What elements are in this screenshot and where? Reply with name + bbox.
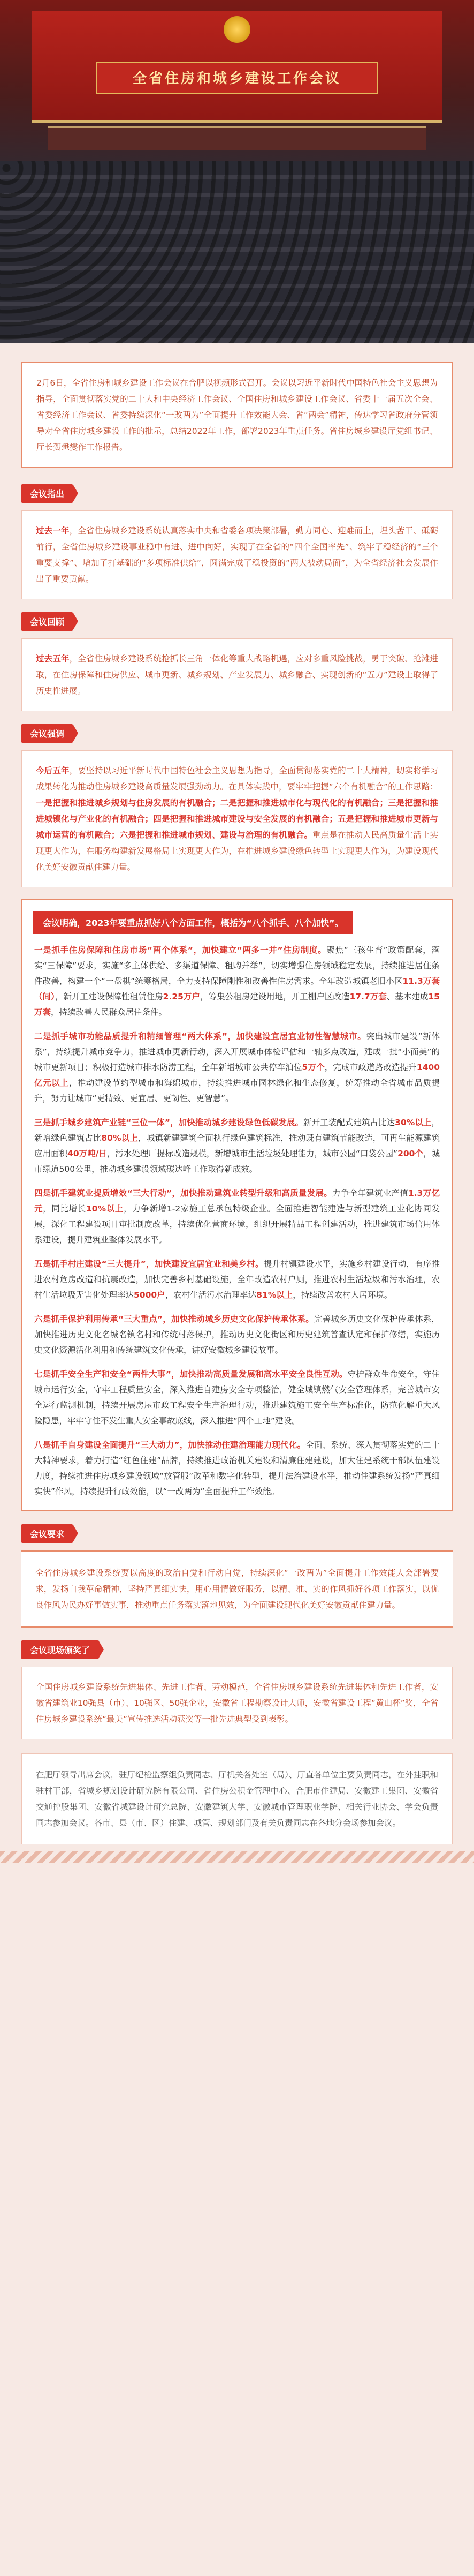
- task-figure: 11.3万套（间）: [34, 976, 440, 1001]
- emblem-icon: [224, 16, 250, 43]
- highlight-phrase: 过去五年: [36, 654, 70, 664]
- point-4: 四是把握和推进城市建设与安全发展的有机融合；: [153, 814, 338, 824]
- section-tag: 会议强调: [21, 724, 73, 743]
- section-meeting-emphasized: [21, 724, 453, 887]
- section-card: 全国住房城乡建设系统先进集体、先进工作者、劳动模范，全省住房城乡建设系统先进集体和先进工作者，安徽省建筑业10强县（市）、10强区、50强企业，安徽省工程勘察设计大师，安徽省建设工程“黄山杯”奖，全省住房城乡建设系统“最美”宣传推选活动获奖等一批先进典型受到表彰。: [21, 1667, 453, 1739]
- eight-tasks-panel: [21, 899, 453, 1511]
- task-title: 五是抓手村庄建设“三大提升”，加快建设宜居宜业和美乡村。: [34, 1259, 264, 1269]
- task-item-7: [34, 1367, 440, 1429]
- task-title: 六是抓手保护利用传承“三大重点”，加快推动城乡历史文化保护传承体系。: [34, 1314, 314, 1324]
- point-6: 六是把握和推进城市规划、建设与治理的有机融合。: [119, 830, 313, 840]
- point-1: 一是把握和推进城乡规划与住房发展的有机融合；: [36, 798, 220, 808]
- section-meeting-requires: [21, 1524, 453, 1628]
- task-figure: 81%以上: [256, 1290, 293, 1300]
- task-body: ，持续改善人民群众居住条件。: [51, 1007, 167, 1017]
- conference-photo: [0, 0, 474, 343]
- task-body: ，完成市政道路改造提升: [324, 1063, 417, 1072]
- task-item-8: [34, 1437, 440, 1500]
- section-body: ，全省住房城乡建设系统抢抓长三角一体化等重大战略机遇，应对多重风险挑战，勇于突破、抢滩进取，在住房保障和住房供应、城市更新、城乡规划、产业发展力、城乡融合、实现创新的“五力”建设上取得了历史性进展。: [36, 654, 438, 696]
- task-figure: 17.7万套: [349, 992, 387, 1001]
- task-figure: 40万吨/日: [67, 1149, 107, 1158]
- task-title: 二是抓手城市功能品质提升和精细管理“两大体系”，加快建设宜居宜业韧性智慧城市。: [34, 1031, 366, 1041]
- section-tag: 会议回顾: [21, 612, 73, 631]
- section-body-tail: 重点是在推动人民高质量生活上实现更大作为，在服务构建新发展格局上实现更大作为，在推进城乡建设绿色转型上实现更大作为，为建设现代化美好安徽贡献住建力量。: [36, 830, 438, 872]
- eight-tasks-header: 会议明确，2023年要重点抓好八个方面工作，概括为“八个抓手、八个加快”。: [33, 911, 353, 934]
- section-tag: 会议现场颁奖了: [21, 1640, 98, 1659]
- task-body: 守护群众生命安全，守住城市运行安全，守牢工程质量安全，深入推进自建房安全专项整治，健全城镇燃气安全管理体系，完善城市安全运行监测机制，持续开展房屋市政工程安全生产治理行动，推进建筑施工安全生产标准化，防范化解重大风险隐患，牢牢守住不发生重大安全事故底线，深入推进“四个工地”建设。: [34, 1369, 440, 1426]
- task-figure: 5万个: [302, 1063, 325, 1072]
- audience: [0, 161, 474, 343]
- attendees-paragraph: 在肥厅领导出席会议，驻厅纪检监察组负责同志、厅机关各处室（局）、厅直各单位主要负责同志，在外挂职和驻村干部，省城乡规划设计研究院有限公司、省住房公积金管理中心、合肥市住建局、安徽建工集团、安徽省交通控股集团、安徽省城建设计研究总院、安徽建筑大学、安徽城市管理职业学院、相关行业协会、学会负责同志参加会议。各市、县（市、区）住建、城管、规划部门及有关负责同志在各地分会场参加会议。: [21, 1753, 453, 1844]
- task-body: 聚焦“三孩生育”政策配套，落实“三保障”要求，实施“多主体供给、多渠道保障、租购并举”，切实增强住房领域稳定发展，持续推进居住条件改善，构建一个“一盘棋”统筹格局，全力支持保障刚性和改善性住房需求。全年改造城镇老旧小区: [34, 945, 440, 986]
- task-body: 力争全年建筑业产值: [332, 1188, 408, 1198]
- task-title: 七是抓手安全生产和安全“两件大事”，加快推动高质量发展和高水平安全良性互动。: [34, 1369, 348, 1379]
- task-title: 八是抓手自身建设全面提升“三大动力”，加快推动住建治理能力现代化。: [34, 1440, 306, 1450]
- task-body: 新开工装配式建筑占比达: [303, 1118, 395, 1127]
- point-2: 二是把握和推进城市化与现代化的有机融合；: [220, 798, 388, 808]
- section-body: ，全省住房城乡建设系统认真落实中央和省委各项决策部署，勤力同心、迎难而上，埋头苦干、砥砺前行，全省住房城乡建设事业稳中有进、进中向好，实现了在全省的“四个全国率先”、筑牢了稳经济的“三个重要支撑”、增加了打基础的“多项标准供给”，圆满完成了稳投资的“两大被动局面”，为全省经济社会发展作出了重要贡献。: [36, 526, 438, 584]
- task-figure: 5000户: [134, 1290, 165, 1300]
- task-item-6: [34, 1312, 440, 1358]
- task-body: ，持续改善农村人居环境。: [293, 1290, 393, 1300]
- task-body: ，新开工建设保障性租赁住房: [55, 992, 163, 1001]
- task-body: ，新增绿色建筑占比: [34, 1118, 440, 1143]
- section-card: [21, 638, 453, 711]
- task-body: 、基本建成: [386, 992, 429, 1001]
- task-figure: 30%以上: [395, 1118, 432, 1127]
- task-figure: 200个: [397, 1149, 423, 1158]
- task-body: ，城市绿道500公里，推动城乡建设领域碳达峰工作取得新成效。: [34, 1149, 440, 1174]
- point-3: 三是把握和推进城镇化与产业化的有机融合；: [36, 798, 438, 824]
- task-title: 四是抓手建筑业提质增效“三大行动”，加快推动建筑业转型升级和高质量发展。: [34, 1188, 333, 1198]
- section-awards: [21, 1640, 453, 1739]
- task-body: 突出城市建设“新体系”，持续提升城市竞争力，推进城市更新行动，深入开展城市体检评估和一轴多点改造，建成一批“小而美”的城市更新项目；积极打造城市排水防涝工程，全年新增城市公共停车泊位: [34, 1031, 440, 1072]
- task-item-5: [34, 1256, 440, 1303]
- task-title: 三是抓手城乡建筑产业链“三位一体”，加快推动城乡建设绿色低碳发展。: [34, 1118, 303, 1127]
- task-figure: 15万套: [34, 992, 440, 1017]
- section-meeting-pointed-out: [21, 484, 453, 599]
- task-body: 全面、系统、深入贯彻落实党的二十大精神要求，着力打造“红色住建”品牌，持续推进政治机关建设和清廉住建建设，加大住建系统干部队伍建设力度，持续推进住房城乡建设领域“放管服”改革和数字化转型，提升法治建设水平，推动住建系统发扬“严真细实快”作风，持续提升行政效能，以“一改两为”全面提升工作效能。: [34, 1440, 440, 1496]
- decorative-stripe: [0, 1851, 474, 1863]
- task-title: 一是抓手住房保障和住房市场“两个体系”，加快建立“两多一并”住房制度。: [34, 945, 327, 955]
- highlight-phrase: 过去一年: [36, 526, 70, 536]
- task-body: ，力争新增1-2家施工总承包特级企业。全面推进智能建造与新型建筑工业化协同发展，深化工程建设项目审批制度改革，持续优化营商环境，组织开展精品工程创建活动，推进建筑市场信用体系建设，提升建筑业整体发展水平。: [34, 1204, 440, 1245]
- section-card: [21, 510, 453, 599]
- task-figure: 1.3万亿元: [34, 1188, 440, 1214]
- task-figure: 80%以上: [101, 1133, 138, 1143]
- section-tag: 会议指出: [21, 484, 73, 503]
- task-body: ，推动建设节约型城市和海绵城市，持续推进城市园林绿化和生态修复，统筹推动全省城市品质提升，努力让城市“更精致、更宜居、更韧性、更智慧”。: [34, 1078, 440, 1103]
- point-5: 五是把握和推进城市更新与城市运营的有机融合；: [36, 814, 438, 840]
- task-body: ，筹集公租房建设用地，开工棚户区改造: [200, 992, 350, 1001]
- task-item-4: [34, 1186, 440, 1248]
- intro-paragraph: 2月6日，全省住房和城乡建设工作会议在合肥以视频形式召开。会议以习近平新时代中国特色社会主义思想为指导，全面贯彻落实党的二十大和中央经济工作会议、全国住房和城乡建设工作会议、省委十一届五次全会、省委经济工作会议、省委持续深化“一改两为”全面提升工作效能大会、省“两会”精神，传达学习省政府分管领导对全省住房城乡建设工作的批示，总结2022年工作，部署2023年重点任务。省住房城乡建设厅党组书记、厅长贺懋燮作工作报告。: [21, 362, 453, 468]
- section-body: ，要坚持以习近平新时代中国特色社会主义思想为指导，全面贯彻落实党的二十大精神，切实将学习成果转化为推动住房城乡建设高质量发展强劲动力。在具体实践中，要牢牢把握“六个有机融合”的工作思路：: [36, 766, 438, 792]
- task-body: ，城镇新建建筑全面执行绿色建筑标准，推动既有建筑节能改造，可再生能源建筑应用面积: [34, 1133, 440, 1158]
- task-item-2: [34, 1029, 440, 1106]
- task-body: 提升村镇建设水平，实施乡村建设行动，有序推进农村危房改造和抗震改造，加快完善乡村基础设施，全年改造农村户厕，推进农村生活垃圾和污水治理，农村生活垃圾无害化处理率达: [34, 1259, 440, 1300]
- section-tag: 会议要求: [21, 1524, 73, 1543]
- task-figure: 10%以上: [86, 1204, 124, 1214]
- section-card: [21, 750, 453, 887]
- section-card: 全省住房城乡建设系统要以高度的政治自觉和行动自觉，持续深化“一改两为”全面提升工作效能大会部署要求，发扬自我革命精神，坚持严真细实快，用心用情做好服务，以精、准、实的作风抓好各项工作落实，以优良作风为民办好事做实事，推动重点任务落实落地见效，为全面建设现代化美好安徽贡献住建力量。: [21, 1550, 453, 1628]
- task-item-3: [34, 1115, 440, 1177]
- task-figure: 1400亿元以上: [34, 1063, 440, 1088]
- task-body: 完善城乡历史文化保护传承体系，加快推进历史文化名城名镇名村和传统村落保护，推动历史文化街区和历史建筑普查认定和保护修缮，实施历史文化资源活化利用和传统建筑文化传承，讲好安徽城乡建设故事。: [34, 1314, 440, 1355]
- highlight-phrase: 今后五年: [36, 766, 70, 775]
- conference-banner: 全省住房和城乡建设工作会议: [96, 62, 378, 94]
- task-body: ，同比增长: [43, 1204, 86, 1214]
- task-body: ，污水处理厂提标改造规模，新增城市生活垃圾处理能力，城市公园“口袋公园”: [106, 1149, 398, 1158]
- rostrum: [48, 126, 426, 150]
- task-item-1: [34, 943, 440, 1020]
- task-figure: 2.25万户: [163, 992, 200, 1001]
- task-body: ，农村生活污水治理率达: [165, 1290, 257, 1300]
- section-meeting-reviewed: [21, 612, 453, 711]
